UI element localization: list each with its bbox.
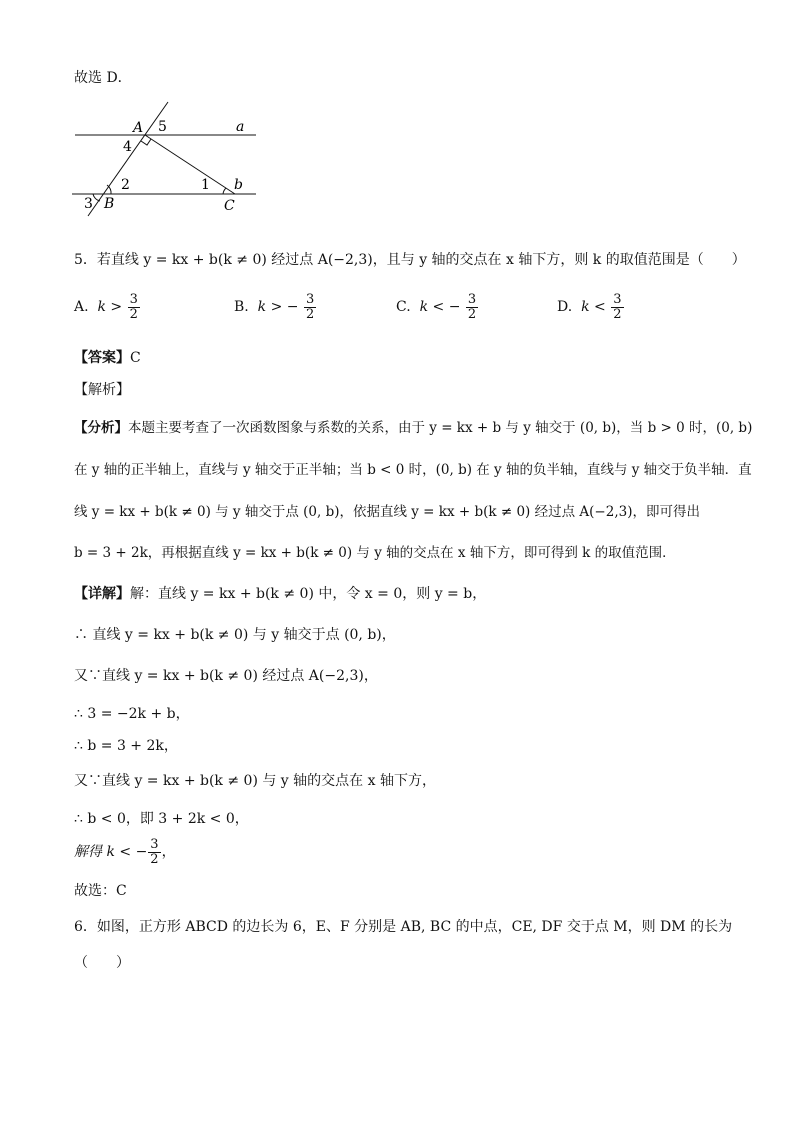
label-B: B — [104, 196, 115, 212]
q5-option-d: D. k < $\frac{3}{2}$ — [557, 292, 622, 322]
label-2: 2 — [121, 177, 130, 193]
q6-stem-line-2: （ ） — [74, 955, 130, 971]
q5-option-a: A. k > $\frac{3}{2}$ — [74, 292, 138, 322]
label-3: 3 — [84, 196, 93, 212]
fenxi-line-4: b = 3 + 2k，再根据直线 y = kx + b(k ≠ 0) 与 y 轴的交点在 x 轴下方，即可得到 k 的取值范围． — [74, 545, 676, 561]
q5-option-b: B. k > − $\frac{3}{2}$ — [234, 292, 315, 322]
label-5: 5 — [158, 119, 167, 135]
detail-line-4: ∴ 3 = −2k + b， — [74, 706, 190, 722]
detail-line-2: ∴ 直线 y = kx + b(k ≠ 0) 与 y 轴交于点 (0, b)， — [74, 627, 396, 643]
angle-arc-2 — [107, 185, 111, 194]
angle-arc-1 — [223, 188, 226, 194]
label-A: A — [133, 120, 144, 136]
label-4: 4 — [123, 139, 132, 155]
right-angle-mark — [141, 139, 151, 145]
label-C: C — [224, 198, 235, 214]
detail-line-7: ∴ b < 0，即 3 + 2k < 0， — [74, 811, 249, 827]
detail-line-5: ∴ b = 3 + 2k， — [74, 738, 178, 754]
detail-line-3: 又∵直线 y = kx + b(k ≠ 0) 经过点 A(−2,3)， — [74, 668, 378, 684]
label-b: b — [234, 177, 243, 193]
fenxi-line-3: 线 y = kx + b(k ≠ 0) 与 y 轴交于点 (0, b)，依据直线 y = kx + b(k ≠ 0) 经过点 A(−2,3)，即可得出 — [74, 504, 700, 520]
analysis-tag: 【解析】 — [74, 382, 130, 398]
parallel-lines-figure — [60, 98, 280, 218]
segment-AC — [145, 135, 235, 194]
q5-stem: 5．若直线 y = kx + b(k ≠ 0) 经过点 A(−2,3)，且与 y 轴的交点在 x 轴下方，则 k 的取值范围是（ ） — [74, 252, 746, 268]
answer-line-prev: 故选 D． — [74, 70, 132, 86]
transversal-AB — [88, 102, 168, 216]
solve-line: 解得 k < − $\frac{3}{2}$ ， — [74, 837, 176, 867]
q6-stem-line-1: 6．如图，正方形 ABCD 的边长为 6，E、F 分别是 AB, BC 的中点，CE, DF 交于点 M，则 DM 的长为 — [74, 919, 733, 935]
detail-line-6: 又∵直线 y = kx + b(k ≠ 0) 与 y 轴的交点在 x 轴下方， — [74, 773, 436, 789]
fenxi-line-2: 在 y 轴的正半轴上，直线与 y 轴交于正半轴；当 b < 0 时，(0, b) 在 y 轴的负半轴，直线与 y 轴交于负半轴．直 — [74, 462, 752, 478]
answer-line — [74, 347, 141, 367]
q5-option-c: C. k < − $\frac{3}{2}$ — [396, 292, 477, 322]
fenxi-line-1: 【分析】本题主要考查了一次函数图象与系数的关系，由于 y = kx + b 与 y 轴交于 (0, b)，当 b > 0 时，(0, b) — [74, 420, 753, 436]
detail-line-1: 【详解】解：直线 y = kx + b(k ≠ 0) 中，令 x = 0，则 y = b， — [74, 586, 487, 602]
answer-value: C — [130, 350, 141, 366]
answer-tag: 【答案】 — [74, 350, 130, 366]
final-answer: 故选：C — [74, 883, 127, 899]
label-1: 1 — [201, 177, 210, 193]
label-a: a — [236, 119, 245, 135]
